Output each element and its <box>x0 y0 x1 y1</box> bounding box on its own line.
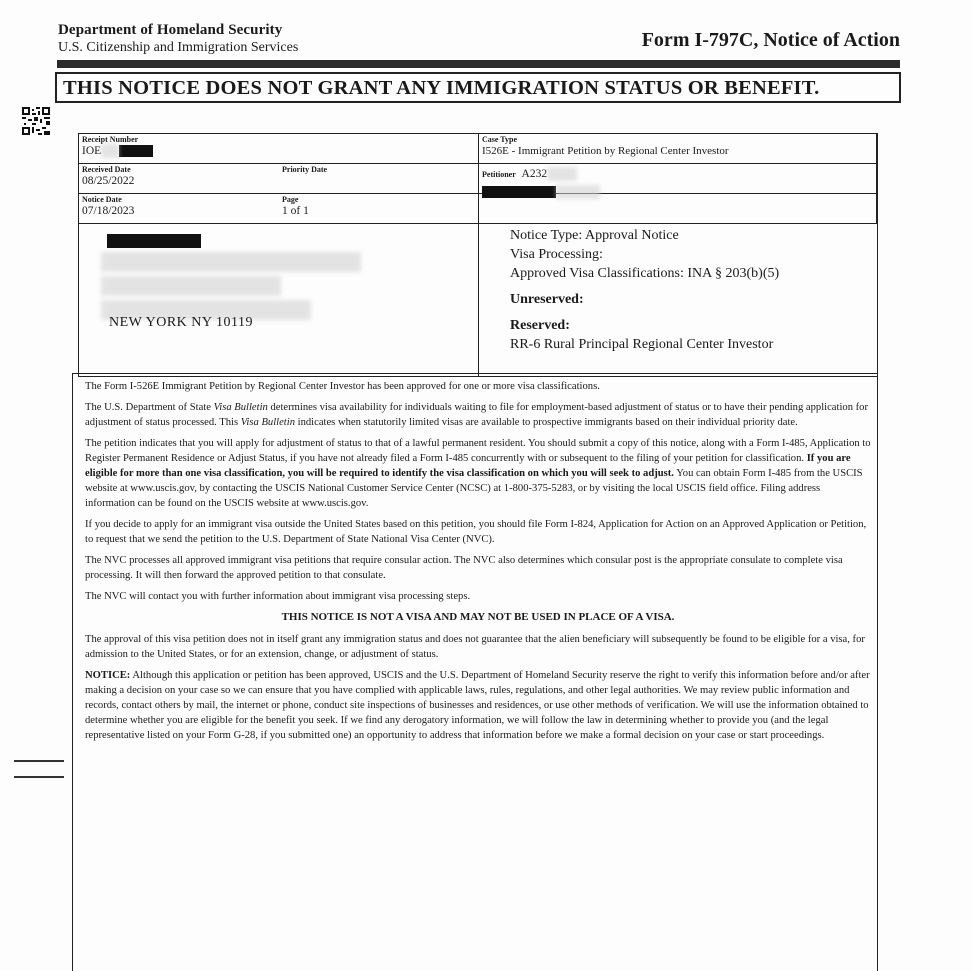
received-date-value: 08/25/2022 <box>82 175 135 187</box>
reserved-label: Reserved: <box>510 318 570 333</box>
header-rule <box>57 60 900 68</box>
paragraph: The Form I-526E Immigrant Petition by Regional Center Investor has been approved for one or more visa classifications. <box>85 381 600 392</box>
paragraph: The U.S. Department of State Visa Bulletin determines visa availability for individuals waiting to file for employment-based adjustment of status or to have their pending application for adjustment of status processed. This Visa Bulletin indicates when statutorily limited visas are available to prospective immigrants based on their individual priority date. <box>85 402 868 428</box>
redaction-blur <box>101 276 281 296</box>
address-city-line: NEW YORK NY 10119 <box>109 315 253 330</box>
receipt-number-cell <box>79 134 479 164</box>
subagency-name: U.S. Citizenship and Immigration Services <box>58 40 299 55</box>
form-title: Form I-797C, Notice of Action <box>641 29 900 51</box>
visa-classifications: Approved Visa Classifications: INA § 203(b)(5) <box>510 266 780 281</box>
page-cell <box>279 194 479 224</box>
reserved-value: RR-6 Rural Principal Regional Center Investor <box>510 337 774 352</box>
notice-body <box>72 373 878 971</box>
blank-cell <box>479 194 877 224</box>
petitioner-label: Petitioner <box>482 170 516 179</box>
visa-processing: Visa Processing: <box>510 247 603 262</box>
paragraph: NOTICE: Although this application or petition has been approved, USCIS and the U.S. Department of Homeland Security reserve the right to verify this information before and/or after making a decision on your case so we can ensure that you have complied with applicable laws, rules, regulations, and other legal authorities. We may review public information and records, contact others by mail, the internet or phone, conduct site inspections of businesses and residences, or use other methods of verification. We will use the information obtained to determine whether you are eligible for the benefit you seek. If we find any derogatory information, we will follow the law in determining whether to provide you (and the legal representative listed on your Form G-28, if you submitted one) an opportunity to address that information before we make a formal decision on your case or start proceedings. <box>85 670 870 741</box>
qr-code-icon <box>22 107 50 135</box>
page-label: Page <box>282 195 299 204</box>
redaction-bar <box>119 145 153 157</box>
redaction-blur <box>547 167 577 181</box>
page-value: 1 of 1 <box>282 205 309 217</box>
receipt-box <box>78 133 878 377</box>
notice-date-label: Notice Date <box>82 195 122 204</box>
notice-date-value: 07/18/2023 <box>82 205 135 217</box>
paragraph: The approval of this visa petition does not in itself grant any immigration status and does not guarantee that the alien beneficiary will subsequently be found to be eligible for a visa, for admission to the United States, or for an extension, change, or adjustment of status. <box>85 634 865 660</box>
case-type-label: Case Type <box>482 135 518 144</box>
paragraph: The NVC processes all approved immigrant visa petitions that require consular action. The NVC also determines which consular post is the appropriate consulate to complete visa processing. It will then forward the approved petition to that consulate. <box>85 555 843 581</box>
case-type-cell <box>479 134 877 164</box>
not-a-visa-heading: THIS NOTICE IS NOT A VISA AND MAY NOT BE USED IN PLACE OF A VISA. <box>281 611 675 623</box>
margin-mark <box>14 760 64 762</box>
paragraph: If you decide to apply for an immigrant visa outside the United States based on this petition, you should file Form I-824, Application for Action on an Approved Application or Petition, to request that we send the petition to the U.S. Department of State National Visa Center (NVC). <box>85 519 867 545</box>
priority-date-cell <box>279 164 479 194</box>
mailing-address <box>79 224 479 376</box>
receipt-number-label: Receipt Number <box>82 135 139 144</box>
redaction-blur <box>101 144 119 158</box>
receipt-number-value: IOE <box>82 145 102 157</box>
notice-banner: THIS NOTICE DOES NOT GRANT ANY IMMIGRATION STATUS OR BENEFIT. <box>55 72 901 103</box>
received-date-label: Received Date <box>82 165 131 174</box>
agency-header <box>58 22 298 56</box>
notice-info <box>479 224 877 376</box>
petitioner-cell <box>479 164 877 194</box>
petitioner-value: A232 <box>521 168 548 180</box>
redaction-blur <box>101 252 361 272</box>
priority-date-label: Priority Date <box>282 165 328 174</box>
redaction-bar <box>107 234 201 248</box>
agency-name: Department of Homeland Security <box>58 22 283 38</box>
unreserved-label: Unreserved: <box>510 292 584 307</box>
margin-mark <box>14 776 64 778</box>
case-type-value: I526E - Immigrant Petition by Regional Center Investor <box>482 145 729 157</box>
paragraph: The NVC will contact you with further information about immigrant visa processing steps. <box>85 591 471 602</box>
paragraph: The petition indicates that you will apply for adjustment of status to that of a lawful permanent resident. You should submit a copy of this notice, along with a Form I-485, Application to Register Permanent Residence or Adjust Status, if you have not already filed a Form I-485 concurrently with or subsequent to the filing of your petition for classification. If you are eligible for more than one visa classification, you will be required to identify the visa classification on which you will seek to adjust. You can obtain Form I-485 from the USCIS website at www.uscis.gov, by contacting the USCIS National Customer Service Center (NCSC) at 1-800-375-5283, or by visiting the local USCIS field office. Filing address information can be found on the USCIS website at www.uscis.gov. <box>85 438 871 509</box>
notice-date-cell <box>79 194 279 224</box>
received-date-cell <box>79 164 279 194</box>
notice-type: Notice Type: Approval Notice <box>510 228 679 243</box>
